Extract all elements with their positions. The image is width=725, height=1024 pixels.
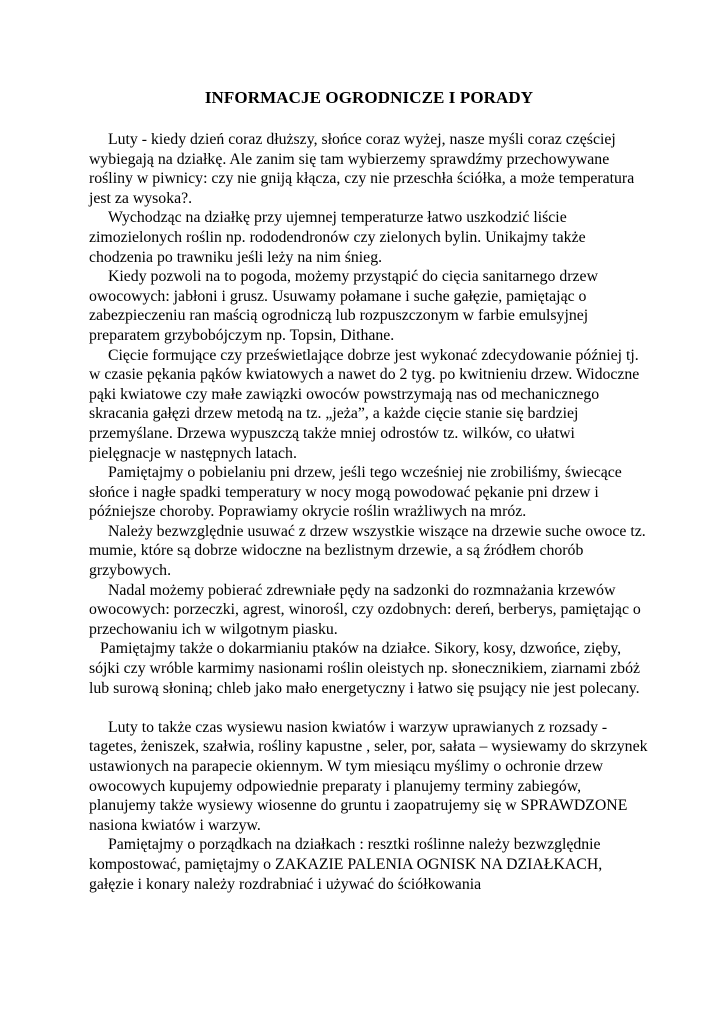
paragraph-pobielanie: Pamiętajmy o pobielaniu pni drzew, jeśli tego wcześniej nie zrobiliśmy, świecące słońce i nagłe spadki temperatury w nocy mogą powodować pękanie pni drzew i późniejsze choroby. Poprawiamy okrycie roślin wrażliwych na mróz. [89,464,622,521]
paragraph-mumie: Należy bezwzględnie usuwać z drzew wszystkie wiszące na drzewie suche owoce tz. mumie, które są dobrze widoczne na bezlistnym drzewie, a są źródłem chorób grzybowych. [89,522,646,580]
paragraph-ciecie-formujace: Cięcie formujące czy prześwietlające dobrze jest wykonać zdecydowanie później tj. w czasie pękania pąków kwiatowych a nawet do 2 tyg. po kwitnieniu drzew. Widoczne pąki kwiatowe czy małe zawiązki owoców powstrzymają nas od mechanicznego skracania gałęzi drzew metodą na tz. „jeża”, a każde cięcie stanie się bardziej przemyślane. Drzewa wypuszczą także mniej odrostów tz. wilków, co ułatwi pielęgnacje w następnych latach. [89,346,640,462]
document-title: INFORMACJE OGRODNICZE I PORADY [204,88,534,107]
document-page [89,87,649,894]
paragraph-wysiew: Luty to także czas wysiewu nasion kwiatów i warzyw uprawianych z rozsady -tagetes, żeniszek, szałwia, rośliny kapustne , seler, por, sałata – wysiewamy do skrzynek ustawionych na parapecie okiennym. W tym miesiącu myślimy o ochronie drzew owocowych kupujemy odpowiednie preparaty i planujemy terminy zabiegów, planujemy także wysiewy wiosenne do gruntu i zaopatrujemy się w SPRAWDZONE nasiona kwiatów i warzyw. [89,718,648,834]
paragraph-spacer [89,698,649,718]
paragraph-porzadki: Pamiętajmy o porządkach na działkach : resztki roślinne należy bezwzględnie kompostować, pamiętajmy o ZAKAZIE PALENIA OGNISK NA DZIAŁKACH, gałęzie i konary należy rozdrabniać i używać do ściółkowania [89,836,603,893]
paragraph-luty-intro: Luty - kiedy dzień coraz dłuższy, słońce coraz wyżej, nasze myśli coraz częściej wybiegają na działkę. Ale zanim się tam wybierzemy sprawdźmy przechowywane rośliny w piwnicy: czy nie gniją kłącza, czy nie przeschła ściółka, a może temperatura jest za wysoka?. [89,131,635,207]
paragraph-wychodzac: Wychodząc na działkę przy ujemnej temperaturze łatwo uszkodzić liście zimozielonych roślin np. rododendronów czy zielonych bylin. Unikajmy także chodzenia po trawniku jeśli leży na nim śnieg. [89,209,586,266]
paragraph-ptaki: Pamiętajmy także o dokarmianiu ptaków na działce. Sikory, kosy, dzwońce, zięby, sójki czy wróble karmimy nasionami roślin oleistych np. słonecznikiem, ziarnami zbóż lub surową słoniną; chleb jako mało energetyczny i łatwo się psujący nie jest polecany. [89,640,640,697]
paragraph-ciecie-sanitarne: Kiedy pozwoli na to pogoda, możemy przystąpić do cięcia sanitarnego drzew owocowych: jabłoni i grusz. Usuwamy połamane i suche gałęzie, pamiętając o zabezpieczeniu ran maścią ogrodniczą lub rozpuszczonym w farbie emulsyjnej preparatem grzybobójczym np. Topsin, Dithane. [89,268,598,344]
paragraph-sadzonki: Nadal możemy pobierać zdrewniałe pędy na sadzonki do rozmnażania krzewów owocowych: porzeczki, agrest, winorośl, czy ozdobnych: dereń, berberys, pamiętając o przechowaniu ich w wilgotnym piasku. [89,581,641,638]
